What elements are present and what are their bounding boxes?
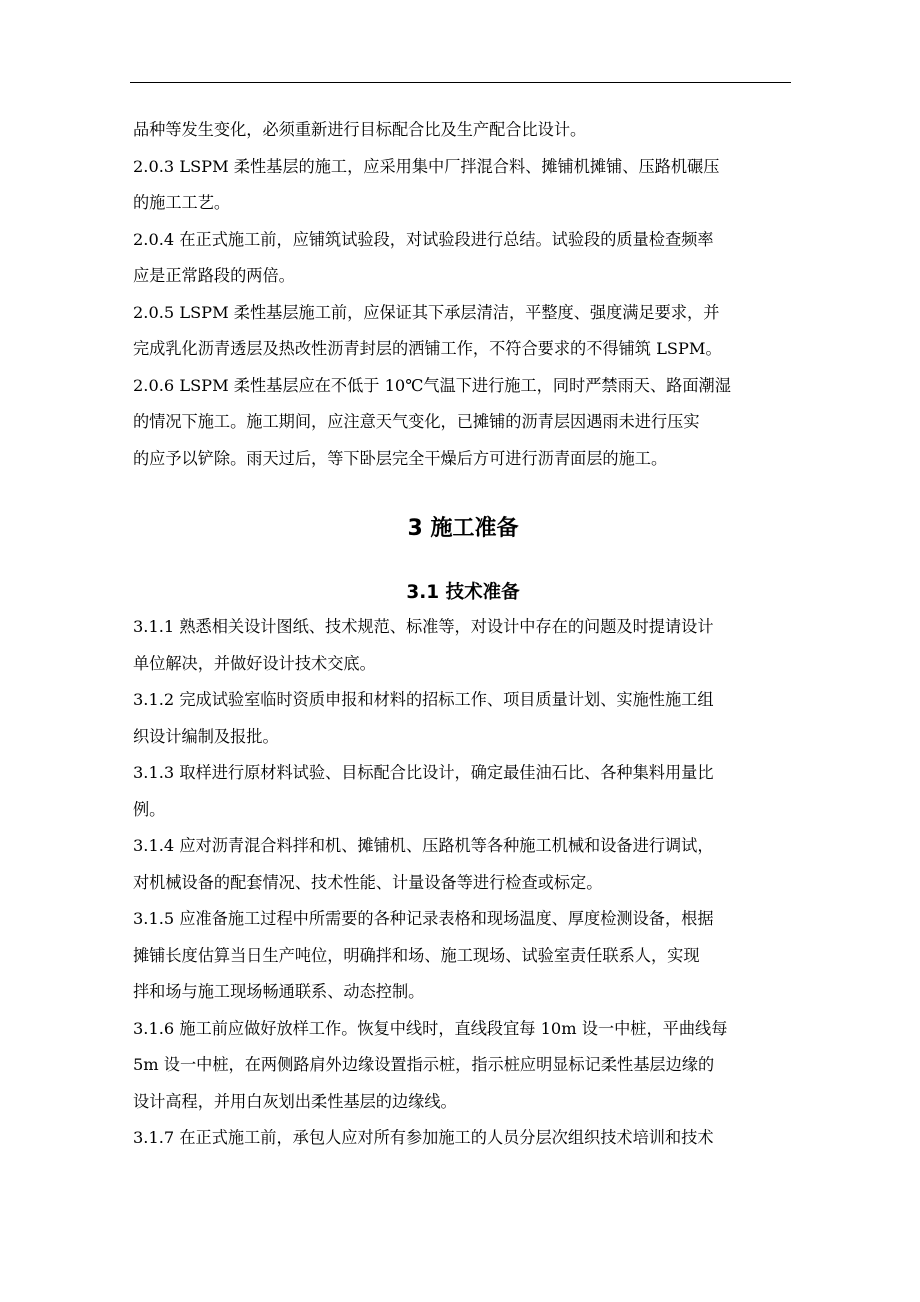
text-line: 例。 <box>133 799 166 819</box>
text-line: 2.0.4 在正式施工前，应铺筑试验段，对试验段进行总结。试验段的质量检查频率 <box>133 229 714 249</box>
paragraph-2-0-4 <box>133 222 793 295</box>
text-line: 的应予以铲除。雨天过后，等下卧层完全干燥后方可进行沥青面层的施工。 <box>133 448 668 468</box>
header-rule <box>130 82 791 83</box>
text-line: 的情况下施工。施工期间，应注意天气变化，已摊铺的沥青层因遇雨未进行压实 <box>133 412 700 431</box>
text-line: 对机械设备的配套情况、技术性能、计量设备等进行检查或标定。 <box>133 872 603 892</box>
text-line: 3.1.5 应准备施工过程中所需要的各种记录表格和现场温度、厚度检测设备，根据 <box>133 909 714 928</box>
paragraph-3-1-4 <box>133 828 793 901</box>
text-line: 单位解决，并做好设计技术交底。 <box>133 653 376 673</box>
text-line: 应是正常路段的两倍。 <box>133 266 295 285</box>
text-line: 3.1.2 完成试验室临时资质申报和材料的招标工作、项目质量计划、实施性施工组 <box>133 690 714 709</box>
paragraph-2-0-5 <box>133 295 793 368</box>
text-line: 5m 设一中桩，在两侧路肩外边缘设置指示桩，指示桩应明显标记柔性基层边缘的 <box>133 1055 715 1074</box>
paragraph-3-1-3 <box>133 755 793 828</box>
text-line: 3.1.7 在正式施工前，承包人应对所有参加施工的人员分层次组织技术培训和技术 <box>133 1128 714 1147</box>
paragraph-2-0-3 <box>133 149 793 222</box>
paragraph-intro <box>133 112 793 149</box>
paragraph-2-0-6 <box>133 368 793 478</box>
text-line: 2.0.3 LSPM 柔性基层的施工，应采用集中厂拌混合料、摊铺机摊铺、压路机碾压 <box>133 156 720 176</box>
page-body <box>133 112 793 1157</box>
text-line: 2.0.6 LSPM 柔性基层应在不低于 10℃气温下进行施工，同时严禁雨天、路面潮湿 <box>133 375 731 395</box>
text-line: 设计高程，并用白灰划出柔性基层的边缘线。 <box>133 1091 457 1111</box>
text-line: 2.0.5 LSPM 柔性基层施工前，应保证其下承层清洁，平整度、强度满足要求，并 <box>133 302 720 322</box>
paragraph-3-1-5 <box>133 901 793 1011</box>
chapter-title: 3 施工准备 <box>407 516 519 541</box>
paragraph-3-1-7 <box>133 1120 793 1157</box>
text-line: 3.1.4 应对沥青混合料拌和机、摊铺机、压路机等各种施工机械和设备进行调试， <box>133 836 714 855</box>
text-line: 织设计编制及报批。 <box>133 726 279 746</box>
text-line: 3.1.3 取样进行原材料试验、目标配合比设计，确定最佳油石比、各种集料用量比 <box>133 763 714 782</box>
paragraph-3-1-1 <box>133 609 793 682</box>
text-line: 摊铺长度估算当日生产吨位，明确拌和场、施工现场、试验室责任联系人，实现 <box>133 945 700 965</box>
section-title: 3.1 技术准备 <box>406 582 520 603</box>
text-line: 的施工工艺。 <box>133 193 231 212</box>
paragraph-3-1-6 <box>133 1011 793 1121</box>
text-line: 拌和场与施工现场畅通联系、动态控制。 <box>133 982 425 1001</box>
paragraph-3-1-2 <box>133 682 793 755</box>
text-line: 3.1.6 施工前应做好放样工作。恢复中线时，直线段宜每 10m 设一中桩，平曲线每 <box>133 1018 728 1038</box>
text-line: 完成乳化沥青透层及热改性沥青封层的洒铺工作，不符合要求的不得铺筑 LSPM。 <box>133 339 722 358</box>
text-line: 品种等发生变化，必须重新进行目标配合比及生产配合比设计。 <box>133 120 587 139</box>
text-line: 3.1.1 熟悉相关设计图纸、技术规范、标准等，对设计中存在的问题及时提请设计 <box>133 617 714 636</box>
